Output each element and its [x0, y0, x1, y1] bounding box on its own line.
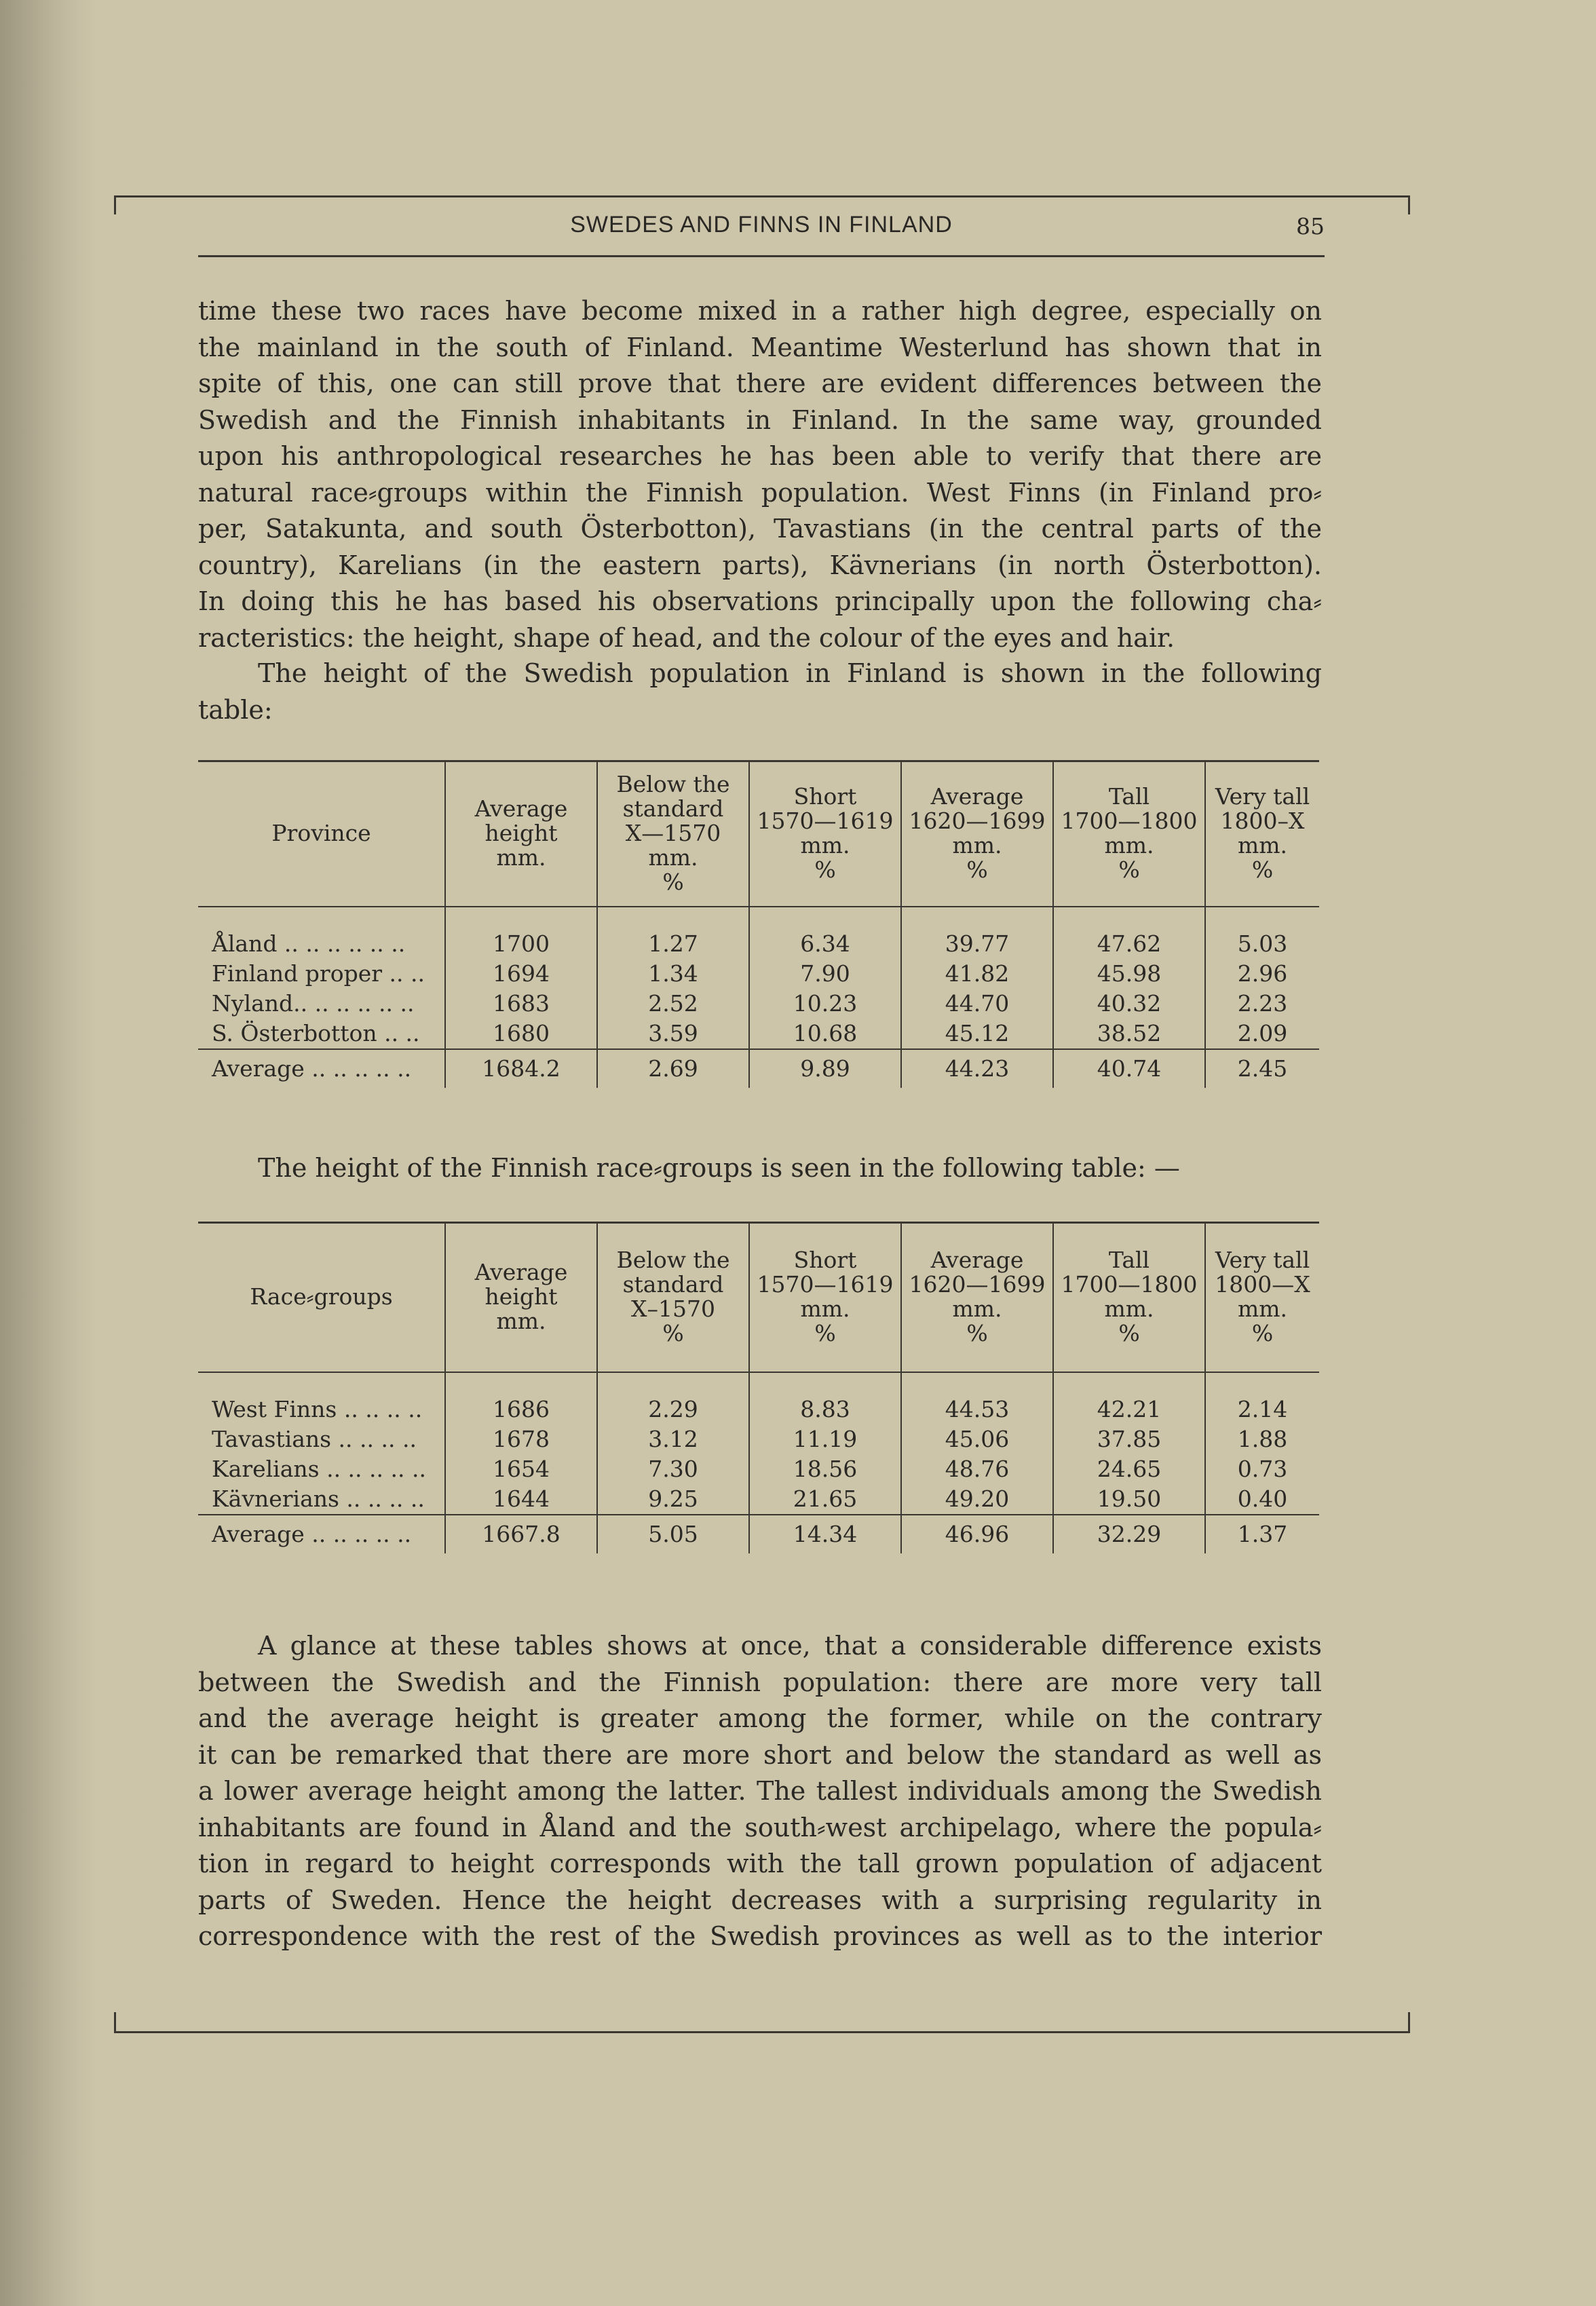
- frame-corner-tl: [114, 195, 116, 214]
- table-cell: 48.76: [901, 1454, 1053, 1484]
- col-header-below-standard: Below the standard X–1570 %: [597, 1222, 749, 1372]
- text-line: Swedish and the Finnish inhabitants in Finland. In the same way, grounded: [198, 404, 1322, 435]
- text-line: per, Satakunta, and south Österbotton), Tavastians (in the central parts of the: [198, 514, 1322, 544]
- col-header-race-groups: Race⸗groups: [198, 1222, 445, 1372]
- table-cell: 24.65: [1053, 1454, 1205, 1484]
- text-line: time these two races have become mixed in a rather high degree, especially on: [198, 296, 1322, 326]
- table-cell: Kävnerians .. .. .. ..: [198, 1484, 445, 1515]
- table-cell: Average .. .. .. .. ..: [198, 1049, 445, 1088]
- table-cell: 40.74: [1053, 1049, 1205, 1088]
- text-line: between the Swedish and the Finnish population: there are more very tall: [198, 1667, 1322, 1697]
- col-header-average-height: Average height mm.: [445, 1222, 597, 1372]
- table-row: [198, 989, 1319, 1019]
- table-cell: 1694: [445, 959, 597, 989]
- table-cell: Karelians .. .. .. .. ..: [198, 1454, 445, 1484]
- table-cell: 1.34: [597, 959, 749, 989]
- table-cell: 2.52: [597, 989, 749, 1019]
- table-cell: 19.50: [1053, 1484, 1205, 1515]
- table-cell: Tavastians .. .. .. ..: [198, 1424, 445, 1454]
- table-cell: 0.73: [1205, 1454, 1319, 1484]
- table-average-row: [198, 1049, 1319, 1088]
- table-cell: 1700: [445, 929, 597, 959]
- text-line: A glance at these tables shows at once, that a considerable difference exists: [258, 1631, 1322, 1661]
- table-cell: 1684.2: [445, 1049, 597, 1088]
- swedish-height-table: [198, 760, 1319, 1088]
- table-cell: West Finns .. .. .. ..: [198, 1395, 445, 1424]
- table-cell: 38.52: [1053, 1019, 1205, 1049]
- col-header-tall: Tall 1700—1800 mm. %: [1053, 760, 1205, 907]
- table-cell: 2.69: [597, 1049, 749, 1088]
- table-cell: 45.98: [1053, 959, 1205, 989]
- table-cell: 1686: [445, 1395, 597, 1424]
- text-line: tion in regard to height corresponds with the tall grown population of adjacent: [198, 1849, 1322, 1878]
- table-cell: Åland .. .. .. .. .. ..: [198, 929, 445, 959]
- text-line: parts of Sweden. Hence the height decreases with a surprising regularity in: [198, 1885, 1322, 1915]
- table-row: [198, 1484, 1319, 1515]
- table-cell: 1644: [445, 1484, 597, 1515]
- col-header-average-height: Average height mm.: [445, 760, 597, 907]
- table-header-row: [198, 1222, 1319, 1372]
- text-line: spite of this, one can still prove that there are evident differences between the: [198, 368, 1322, 398]
- page-number: 85: [1296, 213, 1325, 240]
- table-cell: Finland proper .. ..: [198, 959, 445, 989]
- table-cell: 47.62: [1053, 929, 1205, 959]
- table-row: [198, 1454, 1319, 1484]
- col-header-average: Average 1620—1699 mm. %: [901, 1222, 1053, 1372]
- table-row: [198, 929, 1319, 959]
- text-line: country), Karelians (in the eastern parts), Kävnerians (in north Österbotton).: [198, 550, 1322, 580]
- text-line: In doing this he has based his observations principally upon the following cha⸗: [198, 586, 1322, 616]
- table-cell: 2.23: [1205, 989, 1319, 1019]
- header-rule: [198, 255, 1325, 257]
- running-head: [198, 212, 1325, 252]
- table-cell: 2.14: [1205, 1395, 1319, 1424]
- table-cell: Average .. .. .. .. ..: [198, 1515, 445, 1553]
- text-line: inhabitants are found in Åland and the south⸗west archipelago, where the popula⸗: [198, 1812, 1322, 1842]
- table-row: [198, 1395, 1319, 1424]
- col-header-short: Short 1570—1619 mm. %: [749, 760, 901, 907]
- col-header-very-tall: Very tall 1800–X mm. %: [1205, 760, 1319, 907]
- table-cell: 45.06: [901, 1424, 1053, 1454]
- page-edge-shadow: [0, 0, 95, 2306]
- text-line: the mainland in the south of Finland. Meantime Westerlund has shown that in: [198, 332, 1322, 362]
- table-cell: 0.40: [1205, 1484, 1319, 1515]
- table-cell: 1.88: [1205, 1424, 1319, 1454]
- table-cell: 8.83: [749, 1395, 901, 1424]
- col-header-average: Average 1620—1699 mm. %: [901, 760, 1053, 907]
- table-cell: 5.03: [1205, 929, 1319, 959]
- table-cell: 10.23: [749, 989, 901, 1019]
- table-cell: 9.25: [597, 1484, 749, 1515]
- table-average-row: [198, 1515, 1319, 1553]
- text-line: a lower average height among the latter. The tallest individuals among the Swedish: [198, 1776, 1322, 1806]
- table-cell: 2.96: [1205, 959, 1319, 989]
- table-cell: 44.23: [901, 1049, 1053, 1088]
- table-cell: 45.12: [901, 1019, 1053, 1049]
- table-cell: 42.21: [1053, 1395, 1205, 1424]
- table-row: [198, 1019, 1319, 1049]
- table-cell: 40.32: [1053, 989, 1205, 1019]
- frame-corner-bl: [114, 2012, 116, 2031]
- col-header-short: Short 1570—1619 mm. %: [749, 1222, 901, 1372]
- text-line: racteristics: the height, shape of head, and the colour of the eyes and hair.: [198, 622, 1175, 653]
- col-header-tall: Tall 1700—1800 mm. %: [1053, 1222, 1205, 1372]
- table-cell: 2.29: [597, 1395, 749, 1424]
- table-spacer: [198, 1372, 1319, 1395]
- col-header-below-standard: Below the standard X—1570 mm. %: [597, 760, 749, 907]
- col-header-very-tall: Very tall 1800—X mm. %: [1205, 1222, 1319, 1372]
- table-cell: 9.89: [749, 1049, 901, 1088]
- paragraph-intro: [198, 293, 1322, 656]
- table-cell: 18.56: [749, 1454, 901, 1484]
- table-cell: 1667.8: [445, 1515, 597, 1553]
- table-spacer: [198, 907, 1319, 929]
- table-row: [198, 959, 1319, 989]
- frame-corner-tr: [1408, 195, 1410, 214]
- table-row: [198, 1424, 1319, 1454]
- text-line: The height of the Finnish race⸗groups is seen in the following table: —: [258, 1153, 1180, 1183]
- table-cell: 7.90: [749, 959, 901, 989]
- table-header-row: [198, 760, 1319, 907]
- finnish-height-table: [198, 1222, 1319, 1553]
- table-cell: 11.19: [749, 1424, 901, 1454]
- table-cell: 7.30: [597, 1454, 749, 1484]
- paragraph-conclusion: [198, 1628, 1322, 1955]
- table-cell: 21.65: [749, 1484, 901, 1515]
- running-title: SWEDES AND FINNS IN FINLAND: [570, 212, 953, 238]
- table-cell: 1683: [445, 989, 597, 1019]
- table-cell: 14.34: [749, 1515, 901, 1553]
- text-line: upon his anthropological researches he has been able to verify that there are: [198, 441, 1322, 471]
- table-cell: 39.77: [901, 929, 1053, 959]
- table-cell: 10.68: [749, 1019, 901, 1049]
- table-cell: 41.82: [901, 959, 1053, 989]
- table-cell: 1.27: [597, 929, 749, 959]
- table-cell: 3.12: [597, 1424, 749, 1454]
- col-header-province: Province: [198, 760, 445, 907]
- text-line: and the average height is greater among the former, while on the contrary: [198, 1703, 1322, 1733]
- table-cell: 5.05: [597, 1515, 749, 1553]
- paragraph-swedish-table-intro: [198, 656, 1322, 728]
- paragraph-finnish-table-intro: [198, 1150, 1322, 1187]
- table-cell: 1.37: [1205, 1515, 1319, 1553]
- table-cell: Nyland.. .. .. .. .. ..: [198, 989, 445, 1019]
- table-cell: 44.53: [901, 1395, 1053, 1424]
- text-line: correspondence with the rest of the Swedish provinces as well as to the interior: [198, 1921, 1322, 1951]
- table-cell: 32.29: [1053, 1515, 1205, 1553]
- text-line: it can be remarked that there are more short and below the standard as well as: [198, 1739, 1322, 1770]
- text-line: table:: [198, 694, 273, 725]
- table-cell: 49.20: [901, 1484, 1053, 1515]
- table-cell: 2.45: [1205, 1049, 1319, 1088]
- table-cell: 46.96: [901, 1515, 1053, 1553]
- table-cell: 2.09: [1205, 1019, 1319, 1049]
- text-line: natural race⸗groups within the Finnish population. West Finns (in Finland pro⸗: [198, 477, 1322, 508]
- table-cell: 37.85: [1053, 1424, 1205, 1454]
- table-cell: 1678: [445, 1424, 597, 1454]
- text-line: The height of the Swedish population in Finland is shown in the following: [258, 658, 1322, 688]
- table-cell: 44.70: [901, 989, 1053, 1019]
- frame-corner-br: [1408, 2012, 1410, 2031]
- table-cell: 1654: [445, 1454, 597, 1484]
- table-cell: S. Österbotton .. ..: [198, 1019, 445, 1049]
- table-cell: 3.59: [597, 1019, 749, 1049]
- table-cell: 1680: [445, 1019, 597, 1049]
- table-cell: 6.34: [749, 929, 901, 959]
